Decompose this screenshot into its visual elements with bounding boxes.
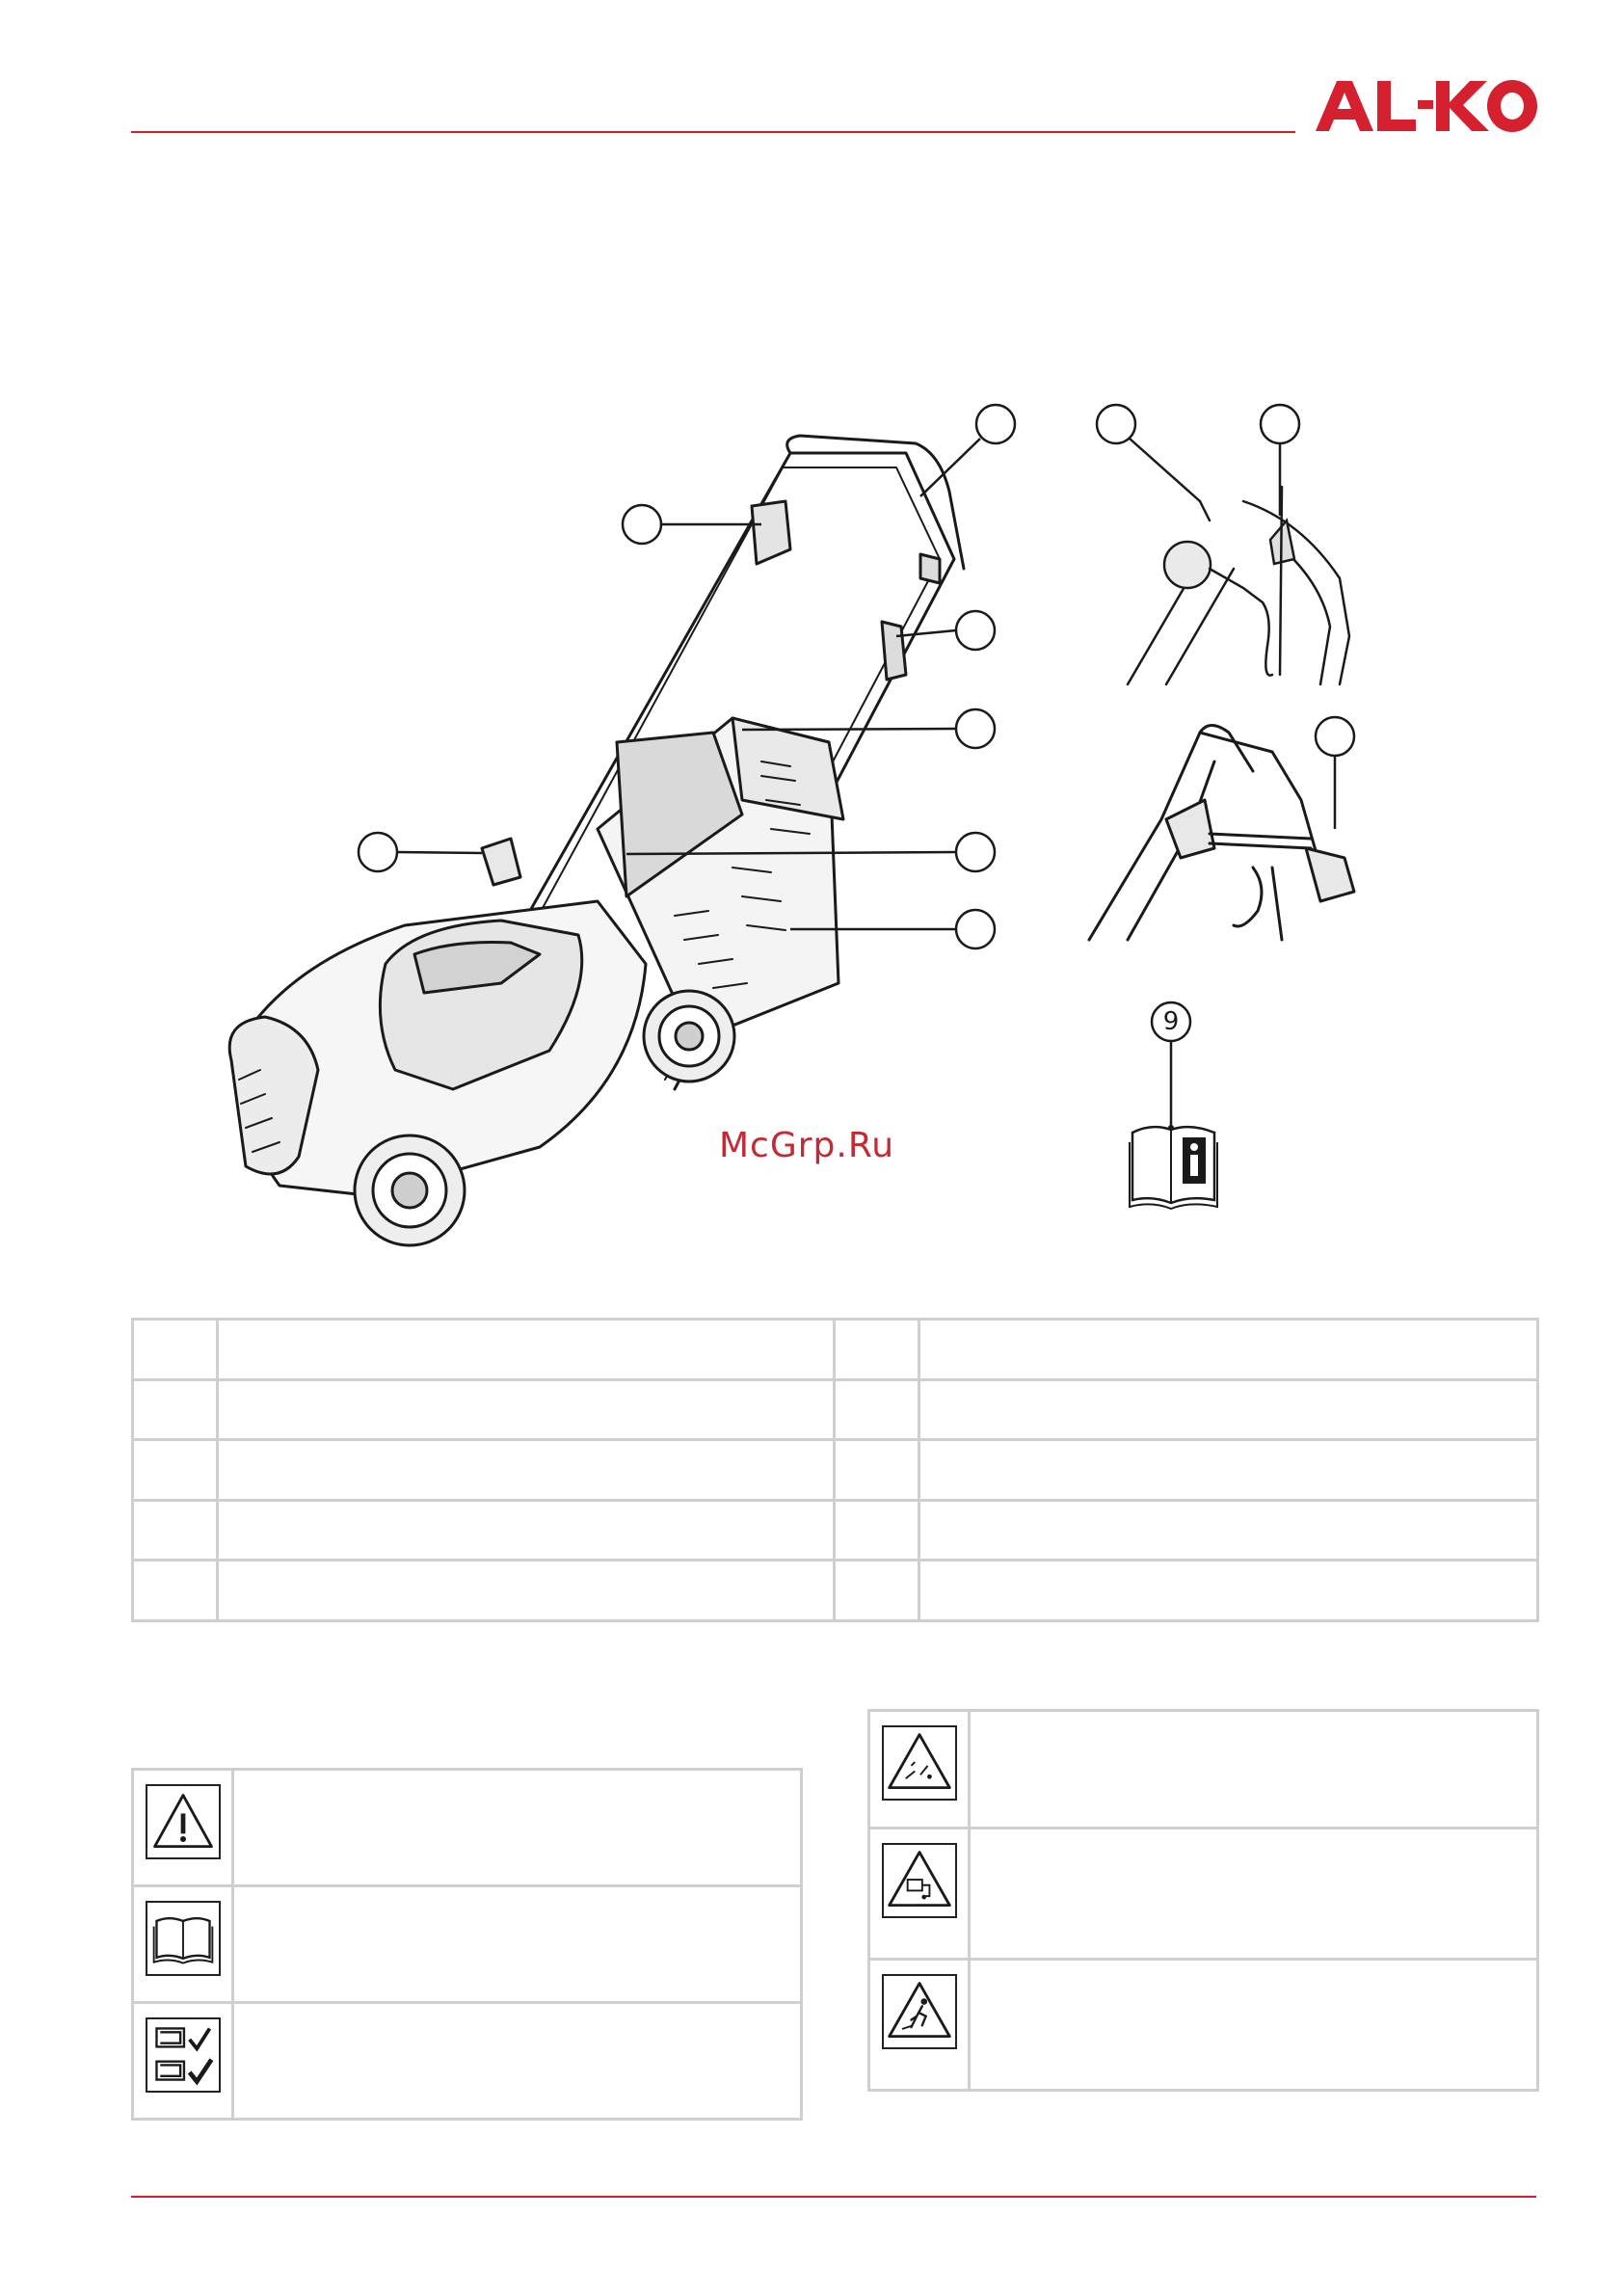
warning-triangle-icon [146,1784,221,1859]
table-cell [835,1379,919,1440]
table-row [869,1960,1538,2091]
parts-table [131,1318,1539,1622]
table-row [869,1711,1538,1829]
table-cell [218,1500,835,1561]
symbol-description [970,1960,1538,2091]
table-cell [835,1561,919,1621]
table-cell [218,1320,835,1380]
table-cell [133,1379,218,1440]
table-row [133,1561,1538,1621]
table-cell [218,1379,835,1440]
symbol-description [970,1711,1538,1829]
table-row [133,1500,1538,1561]
table-cell [919,1320,1538,1380]
table-cell [133,1500,218,1561]
table-row [133,1886,802,2003]
table-row [869,1829,1538,1960]
table-row [133,1440,1538,1501]
table-row [133,1320,1538,1380]
callout-9: 9 [1162,1007,1180,1036]
table-cell [835,1320,919,1380]
footer-rule [131,2196,1536,2198]
keep-distance-warning-icon [882,1974,957,2049]
table-cell [835,1500,919,1561]
table-cell [919,1500,1538,1561]
watermark-text: McGrp.Ru [719,1126,895,1165]
table-cell [919,1561,1538,1621]
table-row [133,2003,802,2120]
table-cell [218,1440,835,1501]
open-book-icon [146,1901,221,1976]
table-cell [218,1561,835,1621]
table-cell [133,1320,218,1380]
symbols-table-left [131,1768,803,2121]
flying-objects-warning-icon [882,1725,957,1801]
table-row [133,1379,1538,1440]
symbol-description [233,1886,802,2003]
table-cell [133,1440,218,1501]
unplug-warning-icon [882,1843,957,1918]
table-cell [835,1440,919,1501]
symbol-description [970,1829,1538,1960]
table-cell [919,1440,1538,1501]
table-cell [133,1561,218,1621]
symbol-description [233,2003,802,2120]
symbols-table-right [867,1709,1539,2092]
correct-incorrect-icon [146,2017,221,2093]
symbol-description [233,1770,802,1886]
table-cell [919,1379,1538,1440]
table-row [133,1770,802,1886]
